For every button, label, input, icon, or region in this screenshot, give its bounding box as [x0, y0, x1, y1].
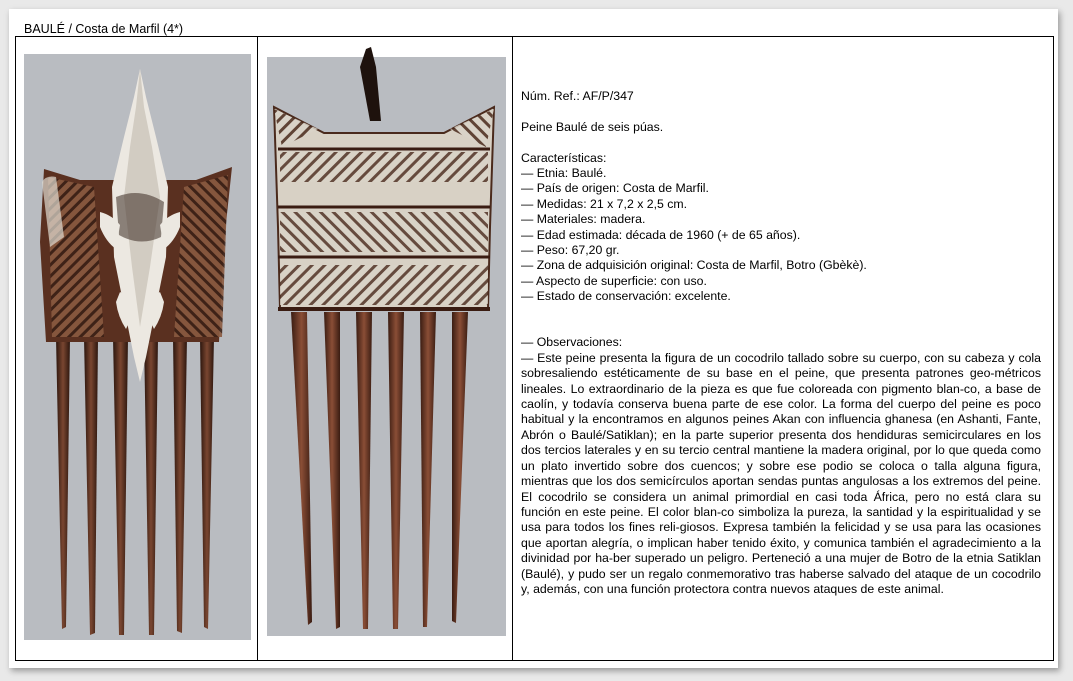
- characteristic-item: — Zona de adquisición original: Costa de Marfil, Botro (Gbèkè).: [521, 258, 867, 273]
- catalog-sheet: [9, 9, 1058, 668]
- catalog-table: [15, 36, 1054, 661]
- comb-front-photo: [16, 37, 257, 660]
- characteristic-item: — Estado de conservación: excelente.: [521, 289, 731, 304]
- characteristic-item: — Materiales: madera.: [521, 212, 646, 227]
- characteristic-item: — Edad estimada: década de 1960 (+ de 65 años).: [521, 227, 801, 242]
- object-name: Peine Baulé de seis púas.: [521, 119, 664, 134]
- characteristic-item: — País de origen: Costa de Marfil.: [521, 181, 709, 196]
- characteristic-item: — Aspecto de superficie: con uso.: [521, 273, 707, 288]
- characteristic-item: — Peso: 67,20 gr.: [521, 243, 620, 258]
- characteristic-item: — Etnia: Baulé.: [521, 166, 607, 180]
- description-cell: [513, 37, 1054, 661]
- description-text: [513, 37, 1053, 597]
- observations-heading: — Observaciones:: [521, 335, 623, 350]
- observations-text: — Este peine presenta la figura de un cocodrilo tallado sobre su cuerpo, con su cabeza y cola sobresaliendo estéticamente de su base en el peine, que presenta patrones geo-métricos lineales. Lo extraordinario de la pieza es que fue coloreada con pigmento blan-co, a base de caolín, y todavía conserva buena parte de ese color. La forma del cuerpo del peine es poco habitual y la encontramos en algunos peines Akan con influencia ghanesa (en Ashanti, Fante, Abrón o Baulé/Satiklan); en la parte superior presenta dos hendiduras semicirculares en los dos tercios laterales y en su tercio central mantiene la madera original, por lo que queda como un plato invertido sobre dos cuencos; y sobre ese podio se coloca o talla alguna figura, mientras que los dos semicírculos aportan sendas puntas angulosas a los extremos del peine. El cocodrilo se considera un animal primordial en casi toda África, pero no está clara su función en este peine. El color blan-co simboliza la pureza, la santidad y la espiritualidad y se usa para todos los fines reli-giosos. Expresa también la felicidad y se usa para las ocasiones que aportan alegría, o implican haber tenido éxito, y comunica también el agradecimiento a la divinidad por ha-ber superado un peligro. Perteneció a una mujer de Botro de la etnia Satiklan (Baulé), y pudo ser un regalo conmemorativo tras haberse salvado del ataque de un cocodrilo y, además, con una función protectora contra nuevos ataques de este animal.: [521, 350, 1041, 596]
- characteristic-item: — Medidas: 21 x 7,2 x 2,5 cm.: [521, 196, 688, 211]
- comb-back-photo: [258, 37, 512, 660]
- page-title: BAULÉ / Costa de Marfil (4*): [24, 22, 184, 36]
- reference-number: Núm. Ref.: AF/P/347: [521, 89, 634, 103]
- characteristics-heading: Características:: [521, 150, 607, 165]
- photo-cell-back: [258, 37, 513, 661]
- photo-cell-front: [16, 37, 258, 661]
